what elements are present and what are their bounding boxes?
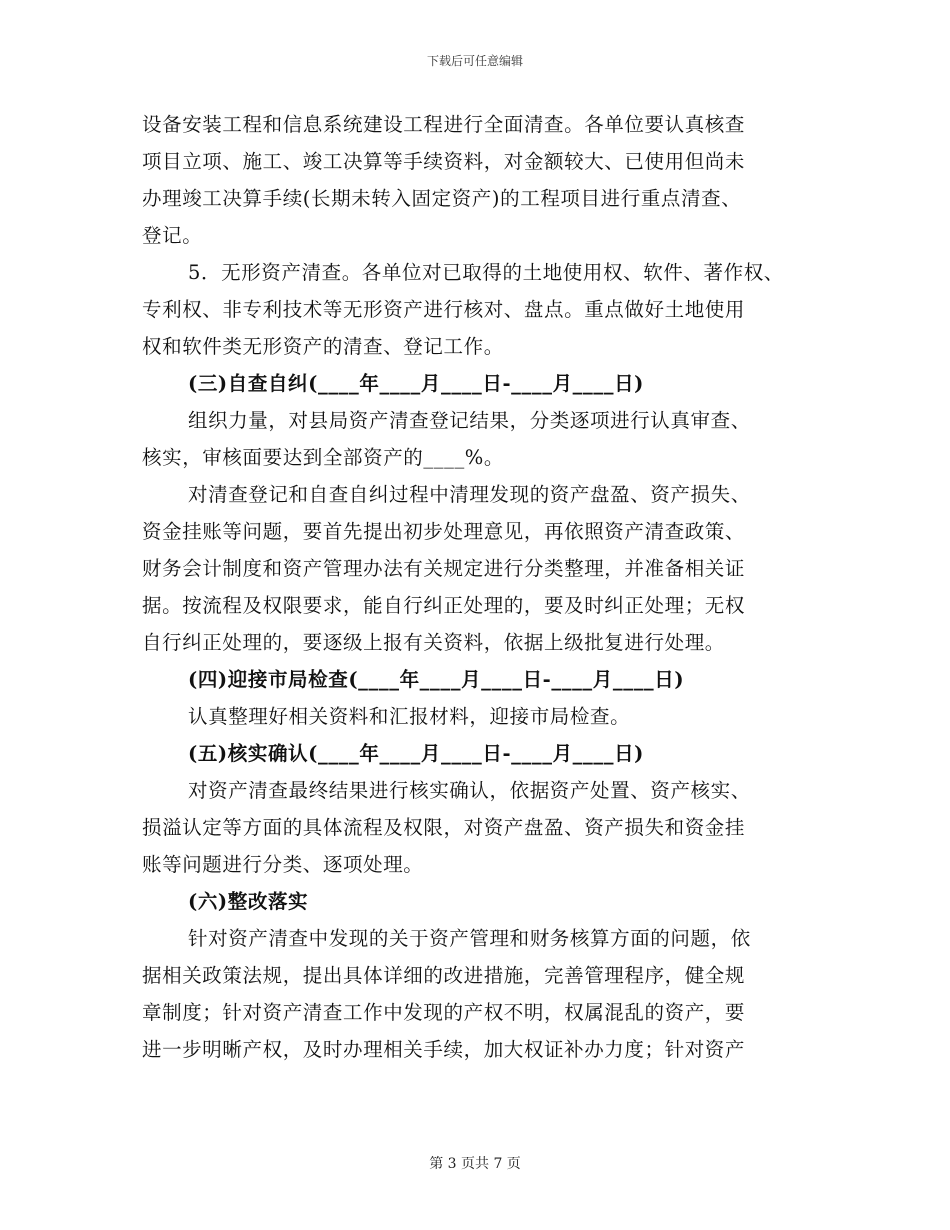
body-line: 认真整理好相关资料和汇报材料，迎接市局检查。 [188, 705, 631, 728]
body-line: 章制度；针对资产清查工作中发现的产权不明，权属混乱的资产，要 [142, 1001, 746, 1024]
body-line: 据。按流程及权限要求，能自行纠正处理的，要及时纠正处理；无权 [142, 594, 746, 617]
body-line: 损溢认定等方面的具体流程及权限，对资产盘盈、资产损失和资金挂 [142, 816, 746, 839]
body-line: 进一步明晰产权，及时办理相关手续，加大权证补办力度；针对资产 [142, 1038, 746, 1061]
body-line: 资金挂账等问题，要首先提出初步处理意见，再依照资产清查政策、 [142, 520, 746, 543]
heading-self-check: (三)自查自纠(____年____月____日-____月____日) [188, 372, 644, 395]
body-line: 自行纠正处理的，要逐级上报有关资料，依据上级批复进行处理。 [142, 631, 725, 654]
body-line: 设备安装工程和信息系统建设工程进行全面清查。各单位要认真核查 [142, 113, 746, 136]
body-line: 对资产清查最终结果进行核实确认，依据资产处置、资产核实、 [188, 779, 751, 802]
body-line: 账等问题进行分类、逐项处理。 [142, 853, 424, 876]
body-line: 财务会计制度和资产管理办法有关规定进行分类整理，并准备相关证 [142, 557, 746, 580]
page-header: 下载后可任意编辑 [426, 54, 523, 68]
page-footer: 第 3 页共 7 页 [429, 1156, 521, 1172]
heading-city-inspection: (四)迎接市局检查(____年____月____日-____月____日) [188, 668, 685, 691]
body-line: 专利权、非专利技术等无形资产进行核对、盘点。重点做好土地使用 [142, 298, 746, 321]
body-line: 权和软件类无形资产的清查、登记工作。 [142, 335, 504, 358]
body-line: 办理竣工决算手续(长期未转入固定资产)的工程项目进行重点清查、 [142, 187, 742, 210]
body-line: 登记。 [142, 224, 203, 247]
body-line: 组织力量，对县局资产清查登记结果，分类逐项进行认真审查、 [188, 409, 751, 432]
section-5-intangible-assets: 5．无形资产清查。各单位对已取得的土地使用权、软件、著作权、 [188, 261, 784, 284]
body-line: 核实，审核面要达到全部资产的____%。 [142, 446, 505, 469]
document-body [142, 106, 822, 1068]
body-line: 针对资产清查中发现的关于资产管理和财务核算方面的问题，依 [188, 927, 751, 950]
body-line: 对清查登记和自查自纠过程中清理发现的资产盘盈、资产损失、 [188, 483, 751, 506]
heading-rectification: (六)整改落实 [188, 890, 309, 913]
heading-verification: (五)核实确认(____年____月____日-____月____日) [188, 742, 644, 765]
body-line: 项目立项、施工、竣工决算等手续资料，对金额较大、已使用但尚未 [142, 150, 746, 173]
body-line: 据相关政策法规，提出具体详细的改进措施，完善管理程序，健全规 [142, 964, 746, 987]
